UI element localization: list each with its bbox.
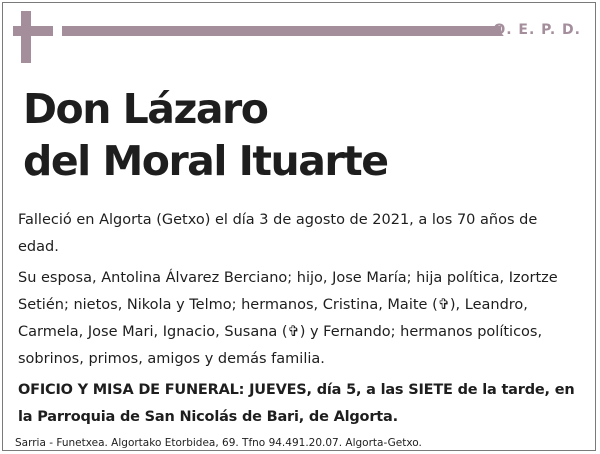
cross-vertical-bar bbox=[21, 11, 31, 63]
death-info-paragraph: Falleció en Algorta (Getxo) el día 3 de agosto de 2021, a los 70 años de edad. bbox=[18, 212, 538, 255]
name-line-2: del Moral Ituarte bbox=[23, 137, 388, 185]
name-line-1: Don Lázaro bbox=[23, 85, 268, 133]
notice-body bbox=[18, 207, 578, 431]
header-rule bbox=[62, 26, 501, 36]
family-paragraph: Su esposa, Antolina Álvarez Berciano; hijo, Jose María; hija política, Izortze Setién; nietos, Nikola y Telmo; hermanos, Cristina, Maite (✞), Leandro, Carmela, Jose Mari, Ignacio, Susana (✞) y Fernando; hermanos políticos, sobrinos, primos, amigos y demás familia. bbox=[18, 270, 558, 367]
funeral-home-footer: Sarria - Funetxea. Algortako Etorbidea, 69. Tfno 94.491.20.07. Algorta-Getxo. bbox=[15, 437, 422, 449]
deceased-name bbox=[23, 83, 593, 187]
cross-horizontal-bar bbox=[13, 26, 53, 36]
notice-frame bbox=[2, 2, 596, 451]
qepd-label: Q. E. P. D. bbox=[493, 22, 581, 38]
funeral-paragraph: OFICIO Y MISA DE FUNERAL: JUEVES, día 5, a las SIETE de la tarde, en la Parroquia de San Nicolás de Bari, de Algorta. bbox=[18, 382, 575, 425]
